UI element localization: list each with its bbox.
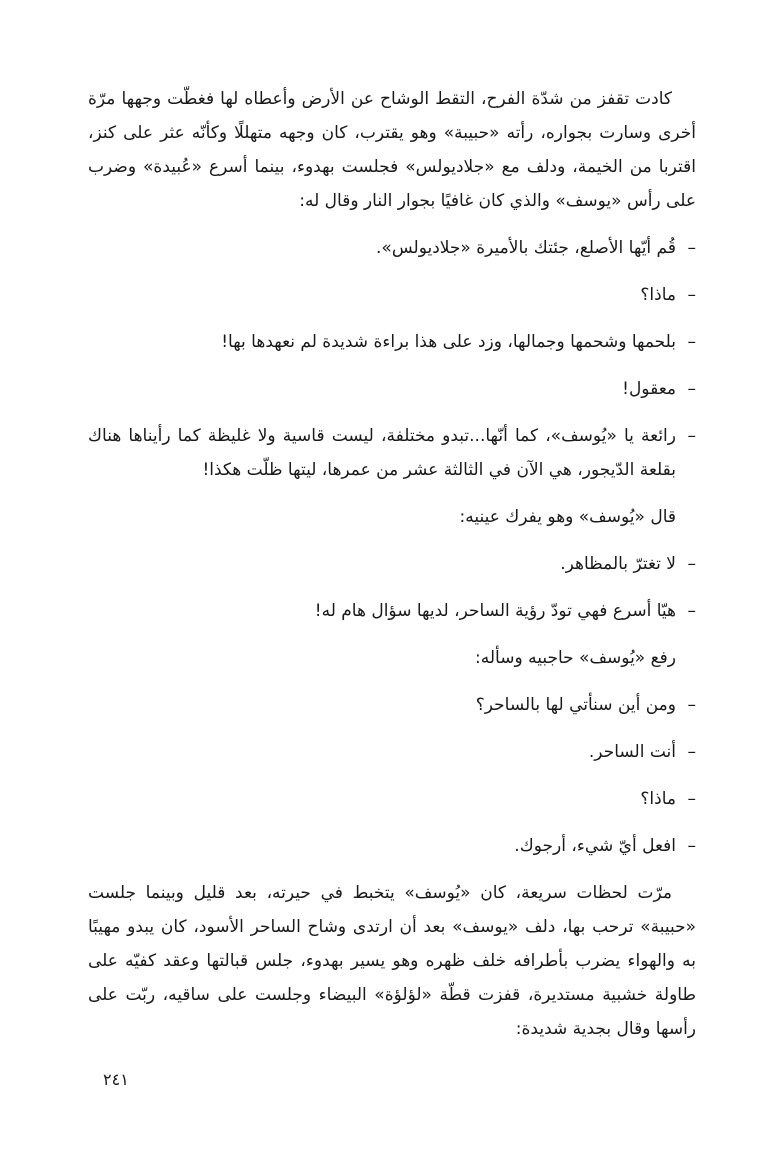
paragraph-1: كادت تقفز من شدّة الفرح، التقط الوشاح عن الأرض وأعطاه لها فغطّت وجهها مرّة أخرى وسارت بجواره، رأته «حبيبة» وهو يقترب، كان وجهه متهللًا وكأنّه عثر على كنز، اقتربا من الخيمة، ودلف مع «جلاديولس» فجلست بهدوء، بينما أسرع «عُبيدة» وضرب على رأس «يوسف» والذي كان غافيًا بجوار النار وقال له: (88, 89, 696, 211)
narration-1: قال «يُوسف» وهو يفرك عينيه: (459, 507, 676, 527)
dialogue-line-2 (88, 278, 696, 312)
page-number: ٢٤١ (103, 1070, 129, 1089)
dialogue-line-8 (88, 688, 696, 722)
dialogue-text: معقول! (622, 379, 676, 399)
dialogue-line-5 (88, 419, 696, 487)
dialogue-line-3 (88, 325, 696, 359)
dialogue-dash: – (687, 554, 696, 574)
dialogue-dash: – (687, 695, 696, 715)
dialogue-text: أنت الساحر. (588, 742, 676, 762)
dialogue-text: هيّا أسرع فهي تودّ رؤية الساحر، لديها سؤال هام له! (314, 601, 676, 621)
dialogue-text: قُم أيّها الأصلع، جئتك بالأميرة «جلاديولس». (376, 238, 676, 258)
dialogue-dash: – (687, 742, 696, 762)
page-body (88, 82, 696, 1059)
dialogue-dash: – (687, 238, 696, 258)
dialogue-text: ومن أين سنأتي لها بالساحر؟ (475, 695, 676, 715)
narration-2: رفع «يُوسف» حاجبيه وسأله: (475, 648, 676, 668)
dialogue-dash: – (687, 332, 696, 352)
dialogue-text: لا تغترّ بالمظاهر. (560, 554, 676, 574)
paragraph-2: مرّت لحظات سريعة، كان «يُوسف» يتخبط في حيرته، بعد قليل وبينما جلست «حبيبة» ترحب بها، دلف «يوسف» بعد أن ارتدى وشاح الساحر الأسود، كان يبدو مهيبًا به والهواء يضرب بأطرافه خلف ظهره وهو يسير بهدوء، جلس قبالتها وعقد كفيّه على طاولة خشبية مستديرة، قفزت قطّة «لؤلؤة» البيضاء وجلست على ساقيه، ربّت على رأسها وقال بجدية شديدة: (88, 883, 696, 1039)
dialogue-text: افعل أيّ شيء، أرجوك. (514, 836, 676, 856)
dialogue-line-1 (88, 231, 696, 265)
dialogue-dash: – (687, 379, 696, 399)
dialogue-text: رائعة يا «يُوسف»، كما أنّها...تبدو مختلفة، ليست قاسية ولا غليظة كما رأيناها هناك بقلعة الدّيجور، هي الآن في الثالثة عشر من عمرها، ليتها ظلّت هكذا! (88, 426, 676, 480)
dialogue-dash: – (687, 601, 696, 621)
dialogue-text: ماذا؟ (640, 285, 676, 305)
dialogue-dash: – (687, 285, 696, 305)
dialogue-line-6 (88, 547, 696, 581)
dialogue-line-7 (88, 594, 696, 628)
dialogue-dash: – (687, 426, 696, 446)
dialogue-text: بلحمها وشحمها وجمالها، وزد على هذا براءة شديدة لم نعهدها بها! (221, 332, 676, 352)
dialogue-line-9 (88, 735, 696, 769)
dialogue-line-10 (88, 782, 696, 816)
dialogue-line-4 (88, 372, 696, 406)
dialogue-dash: – (687, 836, 696, 856)
dialogue-line-11 (88, 829, 696, 863)
dialogue-text: ماذا؟ (640, 789, 676, 809)
dialogue-dash: – (687, 789, 696, 809)
